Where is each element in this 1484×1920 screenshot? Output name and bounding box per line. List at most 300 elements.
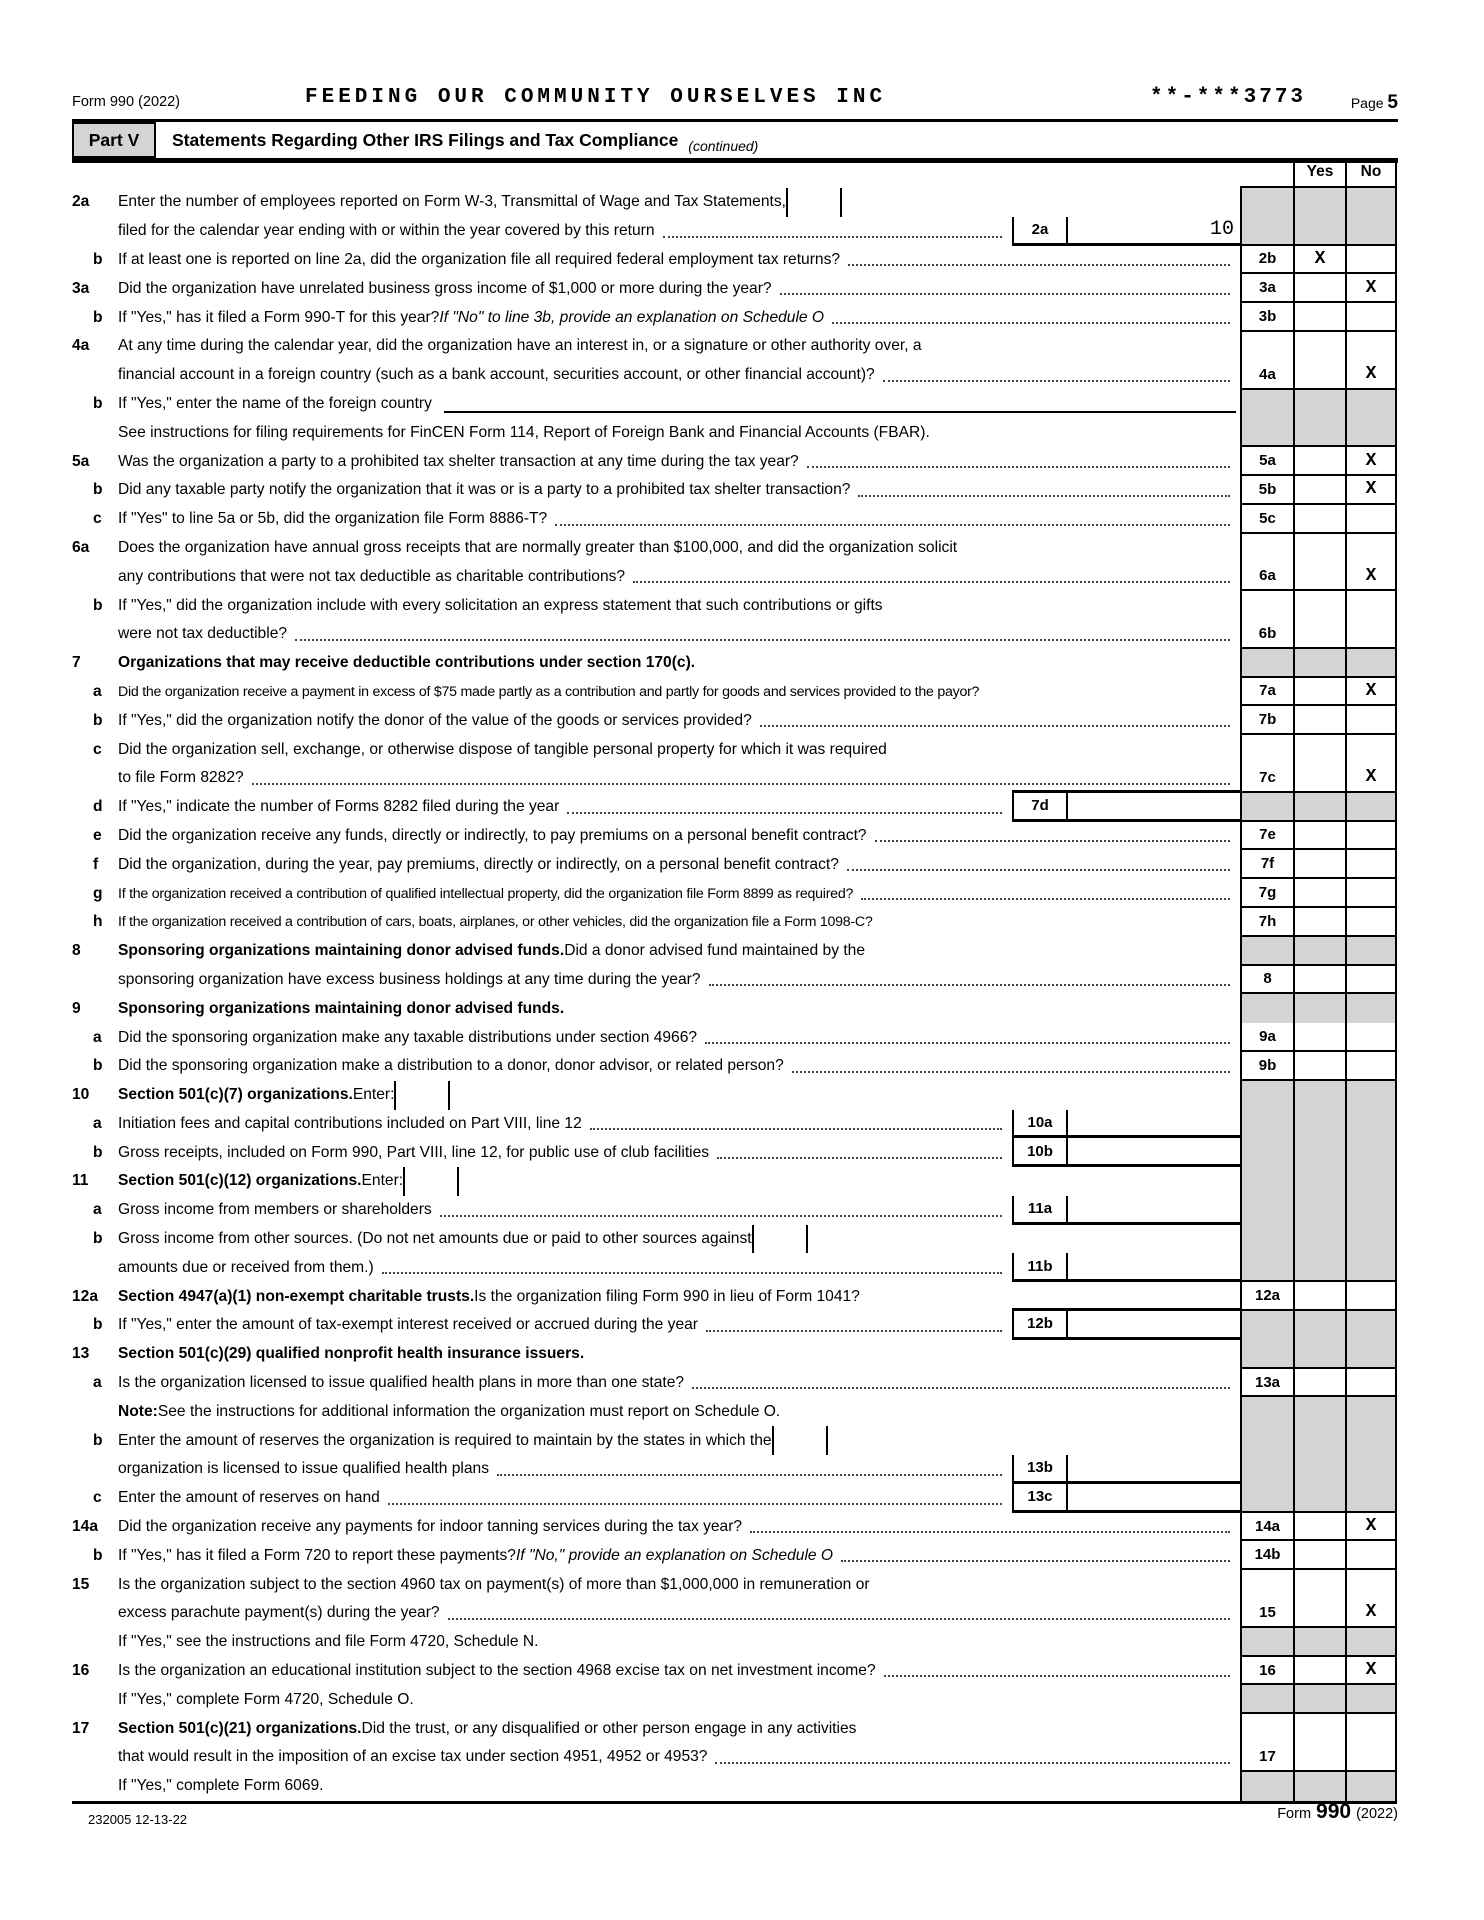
- no-cell: [1345, 1743, 1397, 1772]
- form-row: [72, 562, 1397, 591]
- text-segment: financial account in a foreign country (such as a bank account, securities account, or other financial account)?: [118, 366, 875, 384]
- dotted-leader: [717, 1157, 1002, 1159]
- item-number: [72, 217, 118, 246]
- form-row: [72, 246, 1397, 275]
- dotted-leader: [847, 869, 1230, 871]
- line-ref-cell: 12a: [1240, 1282, 1293, 1311]
- text-segment: Section 501(c)(12) organizations.: [118, 1172, 362, 1190]
- page-word: Page: [1350, 95, 1384, 111]
- question-text: [118, 418, 1240, 447]
- form-row: [72, 361, 1397, 390]
- page-indicator: [1351, 92, 1398, 114]
- line-ref-cell: 3a: [1240, 274, 1293, 303]
- question-text: [118, 937, 1240, 966]
- entry-box-label: [752, 1225, 808, 1254]
- item-number: [72, 764, 118, 793]
- yes-cell: [1293, 850, 1345, 879]
- item-number: c: [93, 510, 102, 528]
- no-x-mark: X: [1365, 1660, 1377, 1681]
- item-number: 7: [72, 654, 81, 672]
- no-cell: [1345, 850, 1397, 879]
- entry-box: [1012, 1196, 1240, 1225]
- form-row: [72, 1426, 1397, 1455]
- yes-cell: [1293, 1397, 1345, 1426]
- item-number: 4a: [72, 337, 90, 355]
- no-cell: [1345, 1599, 1397, 1628]
- item-number: 17: [72, 1719, 90, 1737]
- item-number: f: [93, 855, 99, 873]
- line-ref-cell: [1240, 1340, 1293, 1369]
- line-ref-cell: [1240, 1628, 1293, 1657]
- item-number: b: [93, 1230, 103, 1248]
- line-ref-cell: [1240, 994, 1293, 1023]
- question-text: [118, 332, 1240, 361]
- line-ref-cell: [1240, 1110, 1293, 1139]
- yes-cell: [1293, 418, 1345, 447]
- question-text: [118, 1369, 1240, 1398]
- entry-box: [394, 1081, 622, 1110]
- question-text: [118, 678, 1240, 707]
- line-ref-cell: 4a: [1240, 361, 1293, 390]
- footer-form-id: [1277, 1800, 1398, 1824]
- question-text: [118, 274, 1240, 303]
- entry-box-value: [808, 1225, 980, 1254]
- question-text: [118, 908, 1240, 937]
- question-text: [118, 1513, 1240, 1542]
- question-text: [118, 476, 1240, 505]
- table-bottom-rule: [72, 1801, 1397, 1804]
- no-x-mark: X: [1365, 680, 1377, 701]
- question-text: [118, 1167, 1240, 1196]
- foreign-country-blank-line: [444, 411, 1236, 413]
- question-text: [118, 850, 1240, 879]
- no-cell: [1345, 1484, 1397, 1513]
- yes-cell: [1293, 706, 1345, 735]
- no-cell: [1345, 1081, 1397, 1110]
- text-segment: Section 501(c)(29) qualified nonprofit health insurance issuers.: [118, 1345, 585, 1363]
- item-number: 3a: [72, 279, 90, 297]
- footer-code: 232005 12-13-22: [88, 1812, 188, 1827]
- yes-x-mark: X: [1314, 248, 1326, 269]
- yes-cell: [1293, 1340, 1345, 1369]
- question-text: [118, 1714, 1240, 1743]
- text-segment: Sponsoring organizations maintaining donor advised funds.: [118, 942, 565, 960]
- text-segment: Enter the number of employees reported on Form W-3, Transmittal of Wage and Tax Statements,: [118, 193, 786, 211]
- item-number: [72, 1743, 118, 1772]
- text-segment: Enter the amount of reserves on hand: [118, 1489, 380, 1507]
- continued-note: (continued): [688, 138, 759, 154]
- item-number: 16: [72, 1662, 90, 1680]
- dotted-leader: [883, 380, 1230, 382]
- line-ref-cell: 7a: [1240, 678, 1293, 707]
- no-cell: [1345, 1253, 1397, 1282]
- form-row: [72, 1628, 1397, 1657]
- question-text: [118, 505, 1240, 534]
- text-segment: Gross income from members or shareholders: [118, 1201, 432, 1219]
- form-row: [72, 332, 1397, 361]
- entry-box: [786, 188, 1014, 217]
- text-segment: that would result in the imposition of an excise tax under section 4951, 4952 or 4953?: [118, 1748, 708, 1766]
- text-segment: Did the organization have unrelated business gross income of $1,000 or more during the year?: [118, 279, 772, 297]
- text-segment: See the instructions for additional information the organization must report on Schedule O.: [157, 1402, 781, 1420]
- entry-box-label: 11b: [1012, 1253, 1068, 1282]
- no-cell: [1345, 505, 1397, 534]
- yes-cell: [1293, 1455, 1345, 1484]
- item-number: 6a: [72, 538, 90, 556]
- line-ref-cell: [1240, 1138, 1293, 1167]
- question-text: [118, 217, 1240, 246]
- no-cell: [1345, 994, 1397, 1023]
- form-row: [72, 937, 1397, 966]
- yes-cell: [1293, 735, 1345, 764]
- no-cell: [1345, 1685, 1397, 1714]
- part-label: Part V: [72, 122, 156, 158]
- question-text: [118, 591, 1240, 620]
- text-segment: Does the organization have annual gross receipts that are normally greater than $100,000, and did the organization solicit: [118, 538, 958, 556]
- footer-form-word: Form: [1277, 1806, 1312, 1822]
- line-ref-cell: 15: [1240, 1599, 1293, 1628]
- text-segment: Did the trust, or any disqualified or other person engage in any activities: [361, 1719, 857, 1737]
- dotted-leader: [709, 984, 1230, 986]
- item-number: [72, 966, 118, 995]
- no-cell: [1345, 1311, 1397, 1340]
- entry-box: [752, 1225, 980, 1254]
- line-ref-cell: [1240, 793, 1293, 822]
- question-text: [118, 1657, 1240, 1686]
- entry-box-label: [786, 188, 842, 217]
- no-cell: [1345, 1369, 1397, 1398]
- question-text: [118, 966, 1240, 995]
- item-number: 5a: [72, 452, 90, 470]
- line-ref-cell: 13a: [1240, 1369, 1293, 1398]
- item-number: b: [93, 711, 103, 729]
- text-segment: Did the organization receive a payment in excess of $75 made partly as a contribution and partly for goods and services provided to the payor?: [118, 683, 980, 700]
- entry-box: [1012, 1110, 1240, 1139]
- question-text: [118, 303, 1240, 332]
- item-number: a: [93, 1028, 102, 1046]
- line-ref-cell: 8: [1240, 966, 1293, 995]
- form-number-label: Form 990 (2022): [72, 94, 180, 110]
- yes-cell: [1293, 649, 1345, 678]
- yes-cell: [1293, 1110, 1345, 1139]
- form-row: [72, 908, 1397, 937]
- text-segment: Did a donor advised fund maintained by the: [564, 942, 865, 960]
- question-text: [118, 1628, 1240, 1657]
- question-text: [118, 1772, 1240, 1801]
- line-ref-cell: [1240, 390, 1293, 419]
- item-number: 2a: [72, 193, 90, 211]
- item-number: 12a: [72, 1287, 99, 1305]
- yes-cell: [1293, 217, 1345, 246]
- yes-cell: [1293, 1570, 1345, 1599]
- no-x-mark: X: [1365, 1516, 1377, 1537]
- form-row: [72, 1657, 1397, 1686]
- text-segment: Section 501(c)(21) organizations.: [118, 1719, 362, 1737]
- item-number: 11: [72, 1172, 89, 1190]
- text-segment: If "Yes," enter the amount of tax-exempt interest received or accrued during the year: [118, 1316, 698, 1334]
- no-cell: [1345, 937, 1397, 966]
- item-number: 15: [72, 1575, 90, 1593]
- line-ref-cell: 7g: [1240, 879, 1293, 908]
- text-segment: Is the organization filing Form 990 in lieu of Form 1041?: [474, 1287, 860, 1305]
- line-ref-cell: [1240, 1397, 1293, 1426]
- yes-cell: [1293, 937, 1345, 966]
- dotted-leader: [295, 639, 1230, 641]
- text-segment: Gross income from other sources. (Do not net amounts due or paid to other sources against: [118, 1230, 752, 1248]
- no-cell: [1345, 1570, 1397, 1599]
- question-text: [118, 1599, 1240, 1628]
- yes-cell: [1293, 1484, 1345, 1513]
- yes-cell: [1293, 994, 1345, 1023]
- dotted-leader: [792, 1071, 1230, 1073]
- yes-cell: [1293, 620, 1345, 649]
- form-row: [72, 879, 1397, 908]
- compliance-table: [72, 158, 1397, 1804]
- item-number: b: [93, 308, 103, 326]
- text-segment: any contributions that were not tax deductible as charitable contributions?: [118, 567, 626, 585]
- yes-cell: [1293, 1628, 1345, 1657]
- no-cell: [1345, 217, 1397, 246]
- line-ref-cell: [1240, 418, 1293, 447]
- yes-cell: [1293, 1714, 1345, 1743]
- text-segment: Did the organization sell, exchange, or otherwise dispose of tangible personal property for which it was required: [118, 740, 887, 758]
- form-row: [72, 534, 1397, 563]
- form-row: [72, 505, 1397, 534]
- form-row: [72, 1599, 1397, 1628]
- entry-box-value: [842, 188, 1014, 217]
- form-row: [72, 793, 1397, 822]
- dotted-leader: [861, 898, 1230, 900]
- entry-box-value: [1068, 1311, 1240, 1340]
- no-cell: [1345, 879, 1397, 908]
- yes-cell: [1293, 246, 1345, 275]
- entry-box: [772, 1426, 1000, 1455]
- text-segment: Is the organization licensed to issue qualified health plans in more than one state?: [118, 1374, 685, 1392]
- line-ref-cell: 3b: [1240, 303, 1293, 332]
- item-number: 8: [72, 942, 81, 960]
- line-ref-cell: [1240, 649, 1293, 678]
- question-text: [118, 706, 1240, 735]
- line-ref-cell: 6a: [1240, 562, 1293, 591]
- no-cell: [1345, 591, 1397, 620]
- yes-cell: [1293, 966, 1345, 995]
- text-segment: filed for the calendar year ending with or within the year covered by this return: [118, 222, 655, 240]
- text-segment: Is the organization subject to the section 4960 tax on payment(s) of more than $1,000,000 in remuneration or: [118, 1575, 870, 1593]
- question-text: [118, 1743, 1240, 1772]
- no-cell: [1345, 1513, 1397, 1542]
- form-row: [72, 274, 1397, 303]
- no-cell: [1345, 1282, 1397, 1311]
- form-row: [72, 1397, 1397, 1426]
- question-text: [118, 1253, 1240, 1282]
- yes-cell: [1293, 447, 1345, 476]
- form-row: [72, 1311, 1397, 1340]
- line-ref-cell: [1240, 1311, 1293, 1340]
- no-cell: [1345, 1714, 1397, 1743]
- entry-box-label: 10b: [1012, 1138, 1068, 1167]
- line-ref-cell: 7f: [1240, 850, 1293, 879]
- form-row: [72, 390, 1397, 419]
- yes-cell: [1293, 879, 1345, 908]
- yes-cell: [1293, 1743, 1345, 1772]
- text-segment: Section 501(c)(7) organizations.: [118, 1086, 353, 1104]
- page-number: 5: [1387, 92, 1398, 113]
- no-cell: [1345, 1628, 1397, 1657]
- form-row: [72, 1685, 1397, 1714]
- item-number: 14a: [72, 1518, 99, 1536]
- text-segment: If "No," provide an explanation on Schedule O: [515, 1546, 834, 1564]
- entry-box-label: 7d: [1012, 793, 1068, 822]
- question-text: [118, 1397, 1240, 1426]
- dotted-leader: [706, 1330, 1002, 1332]
- yes-cell: [1293, 908, 1345, 937]
- question-text: [118, 246, 1240, 275]
- item-number: c: [93, 1489, 102, 1507]
- text-segment: If at least one is reported on line 2a, did the organization file all required federal employment tax returns?: [118, 250, 841, 268]
- line-ref-cell: [1240, 735, 1293, 764]
- form-row: [72, 1484, 1397, 1513]
- item-number: [72, 1253, 118, 1282]
- form-row: [72, 1743, 1397, 1772]
- dotted-leader: [388, 1503, 1002, 1505]
- entry-box: [1012, 1484, 1240, 1513]
- dotted-leader: [884, 1675, 1230, 1677]
- dotted-leader: [448, 1618, 1230, 1620]
- dotted-leader: [750, 1531, 1230, 1533]
- line-ref-cell: [1240, 1570, 1293, 1599]
- line-ref-cell: [1240, 1253, 1293, 1282]
- entry-box: [403, 1167, 631, 1196]
- form-row: [72, 1714, 1397, 1743]
- no-cell: [1345, 620, 1397, 649]
- yes-cell: [1293, 1657, 1345, 1686]
- text-segment: Enter:: [361, 1172, 404, 1190]
- part-v-header-bar: [72, 122, 1398, 163]
- item-number: b: [93, 1546, 103, 1564]
- form-row: [72, 764, 1397, 793]
- text-segment: If the organization received a contribution of qualified intellectual property, did the organization file Form 8899 as required?: [118, 885, 854, 902]
- no-cell: [1345, 188, 1397, 217]
- yes-cell: [1293, 1023, 1345, 1052]
- no-cell: [1345, 822, 1397, 851]
- item-number: b: [93, 1431, 103, 1449]
- item-number: 9: [72, 999, 81, 1017]
- yes-cell: [1293, 361, 1345, 390]
- no-x-mark: X: [1365, 1602, 1377, 1623]
- entry-box-label: [394, 1081, 450, 1110]
- dotted-leader: [848, 264, 1230, 266]
- question-text: [118, 1484, 1240, 1513]
- line-ref-cell: [1240, 534, 1293, 563]
- item-number: d: [93, 798, 103, 816]
- item-number: [72, 562, 118, 591]
- no-cell: [1345, 966, 1397, 995]
- line-ref-cell: [1240, 1714, 1293, 1743]
- dotted-leader: [705, 1042, 1230, 1044]
- form-row: [72, 1110, 1397, 1139]
- item-number: [72, 1599, 118, 1628]
- question-text: [118, 764, 1240, 793]
- form-row: [72, 1196, 1397, 1225]
- question-text: [118, 447, 1240, 476]
- question-text: [118, 1225, 1240, 1254]
- question-text: [118, 620, 1240, 649]
- yes-cell: [1293, 1167, 1345, 1196]
- yes-cell: [1293, 764, 1345, 793]
- question-text: [118, 822, 1240, 851]
- dotted-leader: [555, 524, 1230, 526]
- item-number: [72, 620, 118, 649]
- item-number: [72, 1455, 118, 1484]
- question-text: [118, 1138, 1240, 1167]
- line-ref-cell: 14b: [1240, 1541, 1293, 1570]
- no-cell: [1345, 764, 1397, 793]
- text-segment: If "Yes," has it filed a Form 720 to report these payments?: [118, 1546, 516, 1564]
- form-row: [72, 1023, 1397, 1052]
- item-number: b: [93, 250, 103, 268]
- entry-box-value: [1068, 1484, 1240, 1513]
- line-ref-cell: 7b: [1240, 706, 1293, 735]
- question-text: [118, 1570, 1240, 1599]
- line-ref-cell: 6b: [1240, 620, 1293, 649]
- question-text: [118, 793, 1240, 822]
- ein-value: **-***3773: [1150, 86, 1307, 109]
- line-ref-cell: 5c: [1240, 505, 1293, 534]
- form-row: [72, 706, 1397, 735]
- entry-box-label: [403, 1167, 459, 1196]
- line-ref-cell: 16: [1240, 1657, 1293, 1686]
- line-ref-cell: [1240, 332, 1293, 361]
- yes-cell: [1293, 303, 1345, 332]
- text-segment: were not tax deductible?: [118, 625, 288, 643]
- form-row: [72, 1081, 1397, 1110]
- no-cell: [1345, 793, 1397, 822]
- no-x-mark: X: [1365, 767, 1377, 788]
- text-segment: Note:: [118, 1402, 158, 1420]
- yes-cell: [1293, 188, 1345, 217]
- no-cell: [1345, 274, 1397, 303]
- no-cell: [1345, 908, 1397, 937]
- yes-cell: [1293, 1081, 1345, 1110]
- entry-box-value: [450, 1081, 622, 1110]
- yes-cell: [1293, 1772, 1345, 1801]
- question-text: [118, 562, 1240, 591]
- line-ref-cell: [1240, 1455, 1293, 1484]
- text-segment: Did the organization, during the year, pay premiums, directly or indirectly, on a personal benefit contract?: [118, 855, 839, 873]
- form-row: [72, 591, 1397, 620]
- item-number: b: [93, 481, 103, 499]
- form-row: [72, 188, 1397, 217]
- no-cell: [1345, 476, 1397, 505]
- no-cell: [1345, 534, 1397, 563]
- no-cell: [1345, 706, 1397, 735]
- question-text: [118, 1196, 1240, 1225]
- line-ref-cell: [1240, 1225, 1293, 1254]
- entry-box: [1012, 1138, 1240, 1167]
- line-ref-cell: [1240, 188, 1293, 217]
- no-cell: [1345, 390, 1397, 419]
- dotted-leader: [633, 581, 1230, 583]
- text-segment: If "Yes," enter the name of the foreign country: [118, 394, 432, 412]
- text-segment: If "No" to line 3b, provide an explanation on Schedule O: [439, 308, 825, 326]
- no-cell: [1345, 1772, 1397, 1801]
- yes-cell: [1293, 1599, 1345, 1628]
- item-number: [72, 1397, 118, 1426]
- dotted-leader: [692, 1387, 1230, 1389]
- yes-cell: [1293, 1253, 1345, 1282]
- item-number: a: [93, 1374, 102, 1392]
- no-cell: [1345, 361, 1397, 390]
